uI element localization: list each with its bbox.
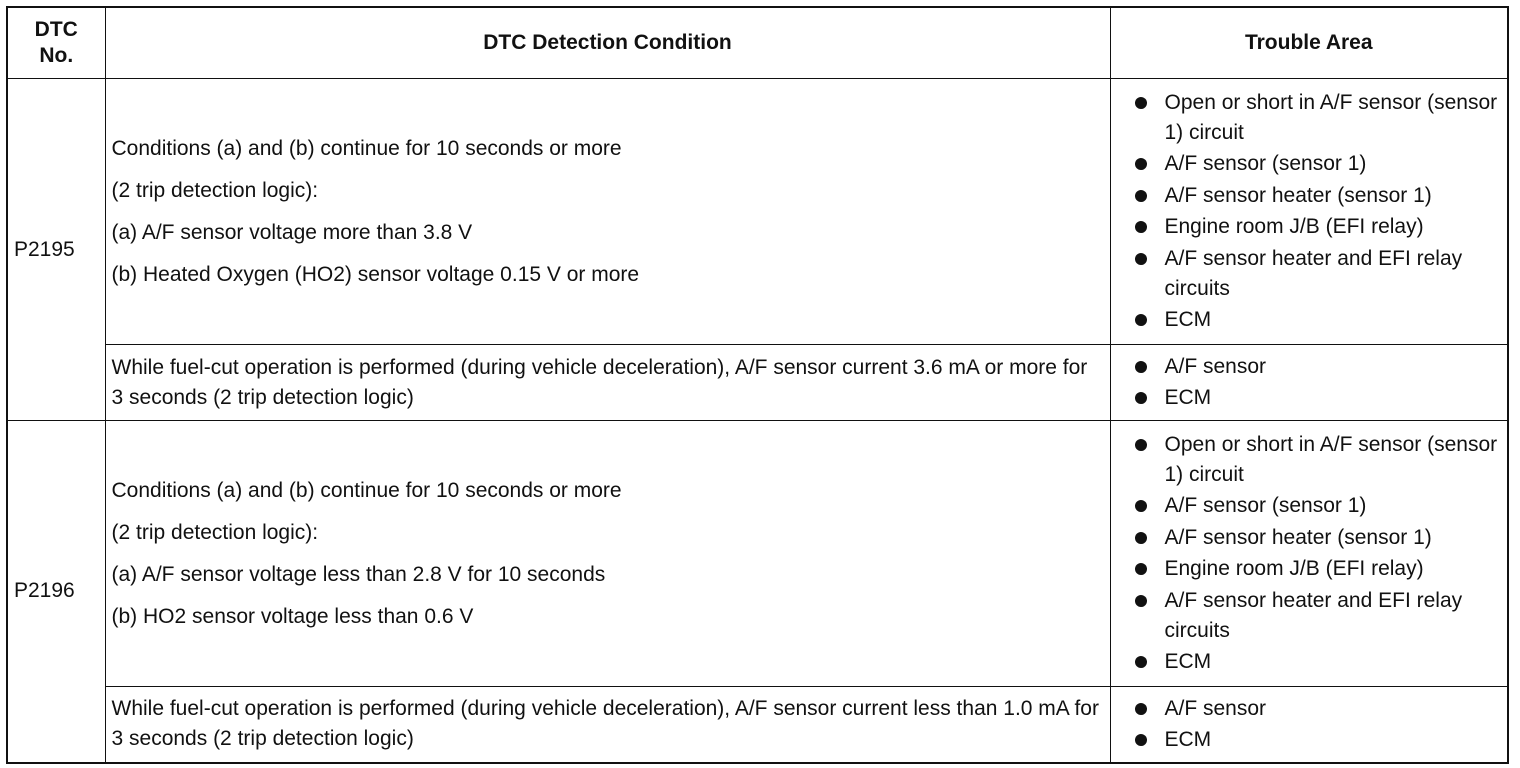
list-item <box>1117 554 1502 584</box>
condition-line: (a) A/F sensor voltage less than 2.8 V for 10 seconds <box>111 562 606 586</box>
list-item <box>1117 647 1502 677</box>
trouble-area-cell <box>1110 79 1508 345</box>
list-item <box>1117 244 1502 304</box>
condition-line: Conditions (a) and (b) continue for 10 seconds or more <box>111 478 622 502</box>
list-item-text: Engine room J/B (EFI relay) <box>1164 215 1424 239</box>
trouble-area-list <box>1117 426 1502 681</box>
bullet-icon <box>1135 158 1147 170</box>
condition-line: While fuel-cut operation is performed (during vehicle deceleration), A/F sensor current less than 1.0 mA for 3 seconds (2 trip detection logic) <box>111 697 1099 751</box>
list-item-text: ECM <box>1164 308 1212 332</box>
trouble-area-cell <box>1110 687 1508 763</box>
header-dtc-no <box>7 7 105 79</box>
bullet-icon <box>1135 221 1147 233</box>
bullet-icon <box>1135 595 1147 607</box>
bullet-icon <box>1135 253 1147 265</box>
list-item <box>1117 725 1502 755</box>
condition-line: (2 trip detection logic): <box>111 178 319 202</box>
bullet-icon <box>1135 734 1147 746</box>
header-dtc-no-line1: DTC <box>34 18 78 41</box>
bullet-icon <box>1135 361 1147 373</box>
trouble-area-cell <box>1110 345 1508 421</box>
list-item-text: Open or short in A/F sensor (sensor 1) circuit <box>1164 90 1498 144</box>
condition-line: (2 trip detection logic): <box>111 520 319 544</box>
bullet-icon <box>1135 500 1147 512</box>
list-item-text: A/F sensor (sensor 1) <box>1164 152 1367 176</box>
list-item-text: ECM <box>1164 650 1212 674</box>
bullet-icon <box>1135 656 1147 668</box>
list-item-text: Engine room J/B (EFI relay) <box>1164 557 1424 581</box>
dtc-table <box>6 6 1509 764</box>
list-item <box>1117 88 1502 148</box>
header-trouble-area: Trouble Area <box>1110 7 1508 79</box>
table-row <box>7 79 1508 345</box>
table-row <box>7 345 1508 421</box>
list-item-text: A/F sensor heater (sensor 1) <box>1164 525 1432 549</box>
list-item <box>1117 352 1502 382</box>
condition-line: (a) A/F sensor voltage more than 3.8 V <box>111 220 473 244</box>
header-condition: DTC Detection Condition <box>105 7 1110 79</box>
list-item <box>1117 586 1502 646</box>
list-item-text: A/F sensor heater (sensor 1) <box>1164 183 1432 207</box>
list-item-text: A/F sensor heater and EFI relay circuits <box>1164 588 1463 642</box>
condition-line: Conditions (a) and (b) continue for 10 seconds or more <box>111 136 622 160</box>
trouble-area-list <box>1117 84 1502 339</box>
bullet-icon <box>1135 439 1147 451</box>
list-item-text: A/F sensor heater and EFI relay circuits <box>1164 246 1463 300</box>
trouble-area-cell <box>1110 421 1508 687</box>
bullet-icon <box>1135 563 1147 575</box>
table-row <box>7 687 1508 763</box>
list-item-text: ECM <box>1164 728 1212 751</box>
condition-cell <box>105 687 1110 763</box>
bullet-icon <box>1135 314 1147 326</box>
list-item <box>1117 694 1502 724</box>
list-item <box>1117 305 1502 335</box>
bullet-icon <box>1135 392 1147 404</box>
list-item <box>1117 181 1502 211</box>
table-row <box>7 421 1508 687</box>
list-item-text: Open or short in A/F sensor (sensor 1) circuit <box>1164 432 1498 486</box>
trouble-area-list <box>1117 690 1502 759</box>
bullet-icon <box>1135 703 1147 715</box>
condition-cell <box>105 421 1110 687</box>
condition-line: (b) Heated Oxygen (HO2) sensor voltage 0.15 V or more <box>111 262 640 286</box>
header-dtc-no-line2: No. <box>39 44 74 67</box>
list-item-text: A/F sensor <box>1164 696 1267 720</box>
list-item-text: ECM <box>1164 386 1212 410</box>
condition-line: While fuel-cut operation is performed (during vehicle deceleration), A/F sensor current 3.6 mA or more for 3 seconds (2 trip detection logic) <box>111 355 1088 409</box>
list-item <box>1117 212 1502 242</box>
list-item <box>1117 430 1502 490</box>
list-item <box>1117 491 1502 521</box>
list-item-text: A/F sensor <box>1164 354 1267 378</box>
bullet-icon <box>1135 532 1147 544</box>
bullet-icon <box>1135 190 1147 202</box>
bullet-icon <box>1135 97 1147 109</box>
list-item <box>1117 523 1502 553</box>
condition-line: (b) HO2 sensor voltage less than 0.6 V <box>111 604 474 628</box>
list-item <box>1117 149 1502 179</box>
list-item-text: A/F sensor (sensor 1) <box>1164 494 1367 518</box>
dtc-code-cell: P2196 <box>7 421 105 763</box>
dtc-code-cell: P2195 <box>7 79 105 421</box>
condition-cell <box>105 345 1110 421</box>
header-row <box>7 7 1508 79</box>
list-item <box>1117 383 1502 413</box>
condition-cell <box>105 79 1110 345</box>
trouble-area-list <box>1117 348 1502 417</box>
